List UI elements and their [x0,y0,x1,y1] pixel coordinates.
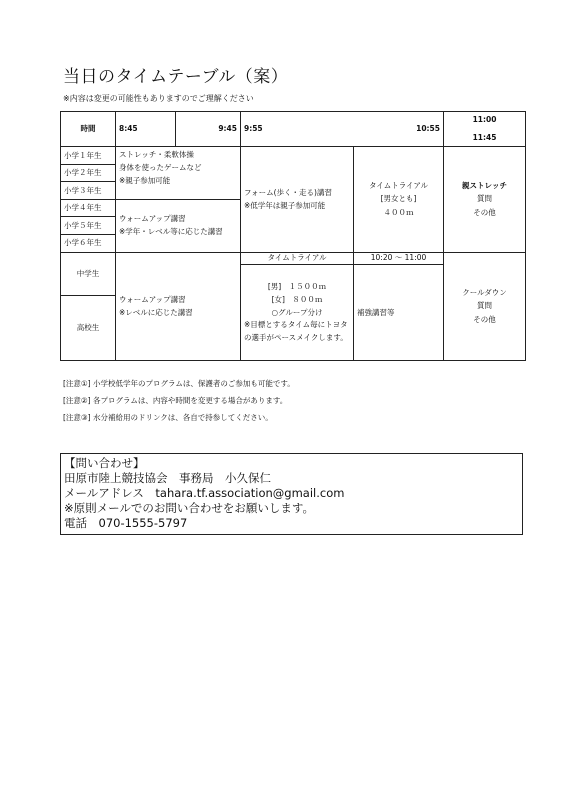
grade-label-junior: 中学生 [61,252,116,295]
program-line: ※低学年は親子参加可能 [244,200,326,210]
contact-heading: 【問い合わせ】 [64,456,145,470]
contact-org: 田原市陸上競技協会 事務局 小久保仁 [64,471,271,485]
program-line: 親ストレッチ [462,180,507,190]
table-header-row [61,112,526,147]
program-line: [女] ８００ｍ [271,294,323,304]
grade-label: 小学２年生 [61,164,116,182]
program-line: ○グループ分け [271,307,323,317]
grade-label: 小学３年生 [61,182,116,200]
elem-trial-program [354,147,444,252]
slot3-end: 11:45 [472,133,497,143]
slot2-start: 9:55 [244,124,263,134]
program-line: ウォームアップ講習 [119,295,186,304]
note-item: [注意①] 小学校低学年のプログラムは、保護者のご参加も可能です。 [63,379,295,388]
grade-label: 小学５年生 [61,217,116,235]
program-line: [男] １５００ｍ [267,282,327,292]
contact-note: ※原則メールでのお問い合わせをお願いします。 [64,501,314,515]
slot3-header [444,112,526,147]
program-line: 質問 [477,301,492,311]
program-line: [男女とも] [380,194,417,204]
time-label: 時間 [61,112,116,147]
slot2-end: 10:55 [416,124,440,134]
program-line: の選手がペースメイクします。 [244,333,348,343]
program-line: フォーム(歩く・走る)講習 [244,188,332,198]
note-item: [注意③] 水分補給用のドリンクは、各自で持参してください。 [63,413,273,422]
secondary-trial-program [241,264,354,360]
grade-label: 小学１年生 [61,147,116,165]
program-line: ウォームアップ講習 [119,214,186,224]
elem-low-program [116,147,241,200]
program-line: ※目標とするタイム毎にトヨタ [244,320,348,330]
form-program [241,147,354,252]
program-line: 質問 [477,194,492,204]
program-line: タイムトライアル [368,180,429,190]
page-subtitle: ※内容は変更の可能性もありますのでご理解ください [63,94,254,103]
contact-phone: 電話 070-1555-5797 [64,516,188,530]
slot1-start: 8:45 [116,112,176,147]
note-item: [注意②] 各プログラムは、内容や時間を変更する場合があります。 [63,396,288,405]
contact-email: メールアドレス tahara.tf.association@gmail.com [64,486,345,500]
slot3-start: 11:00 [472,115,497,125]
slot2-header [241,112,444,147]
hokyou-program: 補強講習等 [354,264,444,360]
program-line: その他 [473,315,496,325]
slot1-end: 9:45 [176,112,241,147]
elem-high-program [116,199,241,252]
grade-label: 小学６年生 [61,234,116,252]
contact-box [60,453,523,535]
program-line: ４００ｍ [383,208,414,218]
program-line: 身体を使ったゲームなど [119,162,202,172]
timetable [60,111,526,361]
grade-label-high: 高校生 [61,295,116,360]
secondary-trial-time: 10:20 〜 11:00 [354,252,444,264]
notes-section [63,378,295,429]
program-line: その他 [473,208,496,218]
program-line: ※レベルに応じた講習 [119,307,193,317]
page-title: 当日のタイムテーブル（案） [63,67,289,87]
program-line: クールダウン [462,287,507,297]
program-line: ※親子参加可能 [119,175,171,185]
cooldown-program [444,252,526,361]
program-line: ※学年・レベル等に応じた講習 [119,227,223,237]
program-line: ストレッチ・柔軟体操 [119,150,194,160]
grade-label: 小学４年生 [61,199,116,217]
secondary-warmup-program [116,252,241,361]
parent-stretch-program [444,147,526,252]
secondary-trial-head: タイムトライアル [241,252,354,264]
